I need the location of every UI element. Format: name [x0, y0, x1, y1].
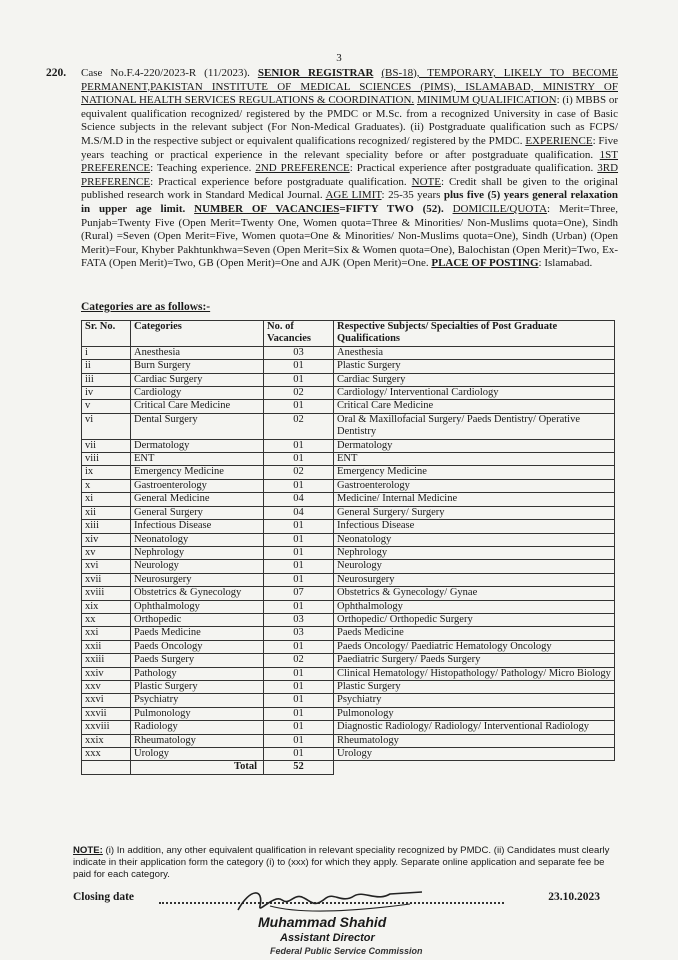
- cell-sr: xxvi: [82, 694, 131, 707]
- cell-subjects: Diagnostic Radiology/ Radiology/ Interventional Radiology: [334, 721, 615, 734]
- cell-subjects: Critical Care Medicine: [334, 400, 615, 413]
- cell-sr: i: [82, 346, 131, 359]
- signatory-title: Assistant Director: [280, 932, 375, 944]
- categories-table: [81, 320, 615, 775]
- cell-category: Plastic Surgery: [131, 680, 264, 693]
- cell-vacancies: 01: [264, 680, 334, 693]
- cell-subjects: Pulmonology: [334, 707, 615, 720]
- signatory-office: Federal Public Service Commission: [270, 946, 423, 956]
- cell-subjects: Gastroenterology: [334, 479, 615, 492]
- cell-category: Pathology: [131, 667, 264, 680]
- table-row: [82, 734, 615, 747]
- cell-vacancies: 01: [264, 400, 334, 413]
- cell-subjects: Urology: [334, 748, 615, 761]
- cell-vacancies: 01: [264, 479, 334, 492]
- cell-subjects: Plastic Surgery: [334, 680, 615, 693]
- cell-subjects: Plastic Surgery: [334, 360, 615, 373]
- cell-category: Psychiatry: [131, 694, 264, 707]
- cell-subjects: Infectious Disease: [334, 520, 615, 533]
- cell-category: Ophthalmology: [131, 600, 264, 613]
- table-row: [82, 640, 615, 653]
- total-value: 52: [264, 761, 334, 774]
- header-categories: Categories: [131, 321, 264, 347]
- signatory-name: Muhammad Shahid: [258, 914, 387, 930]
- cell-sr: xiii: [82, 520, 131, 533]
- cell-subjects: Cardiac Surgery: [334, 373, 615, 386]
- table-row: [82, 627, 615, 640]
- cell-category: Pulmonology: [131, 707, 264, 720]
- item-number: 220.: [46, 67, 67, 79]
- vacancies-label: NUMBER OF VACANCIES: [194, 202, 340, 215]
- cell-vacancies: 01: [264, 546, 334, 559]
- cell-category: Anesthesia: [131, 346, 264, 359]
- cell-subjects: Paediatric Surgery/ Paeds Surgery: [334, 654, 615, 667]
- table-row: [82, 694, 615, 707]
- table-row: [82, 479, 615, 492]
- table-body: [82, 346, 615, 774]
- cell-sr: viii: [82, 453, 131, 466]
- cell-category: Neurology: [131, 560, 264, 573]
- header-subjects: Respective Subjects/ Specialties of Post Graduate Qualifications: [334, 321, 615, 347]
- cell-sr: xiv: [82, 533, 131, 546]
- cell-subjects: Medicine/ Internal Medicine: [334, 493, 615, 506]
- cell-sr: xxv: [82, 680, 131, 693]
- cell-subjects: Neonatology: [334, 533, 615, 546]
- table-row: [82, 373, 615, 386]
- domicile-label: DOMICILE/QUOTA: [452, 202, 548, 215]
- note-label: NOTE: [411, 175, 441, 188]
- case-paragraph: [81, 67, 618, 271]
- table-row: [82, 573, 615, 586]
- domicile-text: : Merit=Three, Punjab=Twenty Five (Open Merit=Twenty One, Women quota=Three & Minorities/ Non-Muslims quota=One), Sindh (Rural) =Seven (Open Merit=Five, Women quota=One & Minorities/ Non-Muslims quota=One), Sindh (Urban) (Open Merit)=Four, Khyber Pakhtunkhwa=Seven (Open Merit=Six & Women quota=One), Balochistan (Open Merit)=Two, Ex-FATA (Open Merit)=Two, GB (Open Merit)=One and AJK (Open Merit)=One.: [81, 202, 618, 270]
- vacancies-text: =FIFTY TWO (52).: [339, 202, 444, 215]
- cell-sr: xxvii: [82, 707, 131, 720]
- total-spacer: [334, 761, 615, 774]
- table-row: [82, 613, 615, 626]
- table-row: [82, 587, 615, 600]
- table-header-row: [82, 321, 615, 347]
- cell-subjects: Neurosurgery: [334, 573, 615, 586]
- closing-date-label: Closing date: [73, 891, 135, 903]
- cell-vacancies: 01: [264, 453, 334, 466]
- age-limit-label: AGE LIMIT: [325, 189, 382, 202]
- table-row: [82, 413, 615, 439]
- total-label: Total: [131, 761, 264, 774]
- cell-sr: ii: [82, 360, 131, 373]
- table-row: [82, 533, 615, 546]
- cell-vacancies: 03: [264, 346, 334, 359]
- min-qualification-label: MINIMUM QUALIFICATION: [416, 94, 557, 107]
- total-spacer: [82, 761, 131, 774]
- age-limit-text: : 25-35 years: [381, 189, 441, 202]
- cell-sr: xxiv: [82, 667, 131, 680]
- cell-vacancies: 01: [264, 373, 334, 386]
- cell-category: Nephrology: [131, 546, 264, 559]
- closing-date: 23.10.2023: [548, 891, 600, 903]
- cell-subjects: Emergency Medicine: [334, 466, 615, 479]
- cell-sr: xxii: [82, 640, 131, 653]
- cell-subjects: ENT: [334, 453, 615, 466]
- cell-vacancies: 03: [264, 613, 334, 626]
- cell-category: Gastroenterology: [131, 479, 264, 492]
- cell-sr: ix: [82, 466, 131, 479]
- cell-category: Paeds Surgery: [131, 654, 264, 667]
- cell-sr: xx: [82, 613, 131, 626]
- cell-category: Rheumatology: [131, 734, 264, 747]
- cell-sr: xxiii: [82, 654, 131, 667]
- footnote-text: (i) In addition, any other equivalent qualification in relevant speciality recognized by PMDC. (ii) Candidates must clearly indicate in their application form the category (i) to (xxx) for which they apply. Separate online application and separate fee be paid for each category.: [73, 845, 610, 881]
- footnote-label: NOTE:: [73, 845, 103, 856]
- page-number: 3: [336, 52, 342, 64]
- cell-subjects: Oral & Maxillofacial Surgery/ Paeds Dentistry/ Operative Dentistry: [334, 413, 615, 439]
- cell-category: Obstetrics & Gynecology: [131, 587, 264, 600]
- table-row: [82, 387, 615, 400]
- cell-category: Neonatology: [131, 533, 264, 546]
- cell-category: Emergency Medicine: [131, 466, 264, 479]
- table-row: [82, 680, 615, 693]
- cell-vacancies: 01: [264, 439, 334, 452]
- cell-category: Radiology: [131, 721, 264, 734]
- note-text: : Credit shall be given to the original published research work in Standard Medical Journal.: [81, 175, 618, 202]
- cell-vacancies: 04: [264, 493, 334, 506]
- preference2-text: : Practical experience after postgraduate qualification.: [349, 162, 594, 175]
- cell-sr: xxviii: [82, 721, 131, 734]
- cell-subjects: Clinical Hematology/ Histopathology/ Pathology/ Micro Biology: [334, 667, 615, 680]
- cell-vacancies: 01: [264, 694, 334, 707]
- cell-sr: vii: [82, 439, 131, 452]
- cell-sr: xi: [82, 493, 131, 506]
- cell-sr: xxi: [82, 627, 131, 640]
- cell-vacancies: 01: [264, 667, 334, 680]
- cell-subjects: Cardiology/ Interventional Cardiology: [334, 387, 615, 400]
- cell-vacancies: 01: [264, 721, 334, 734]
- table-row: [82, 493, 615, 506]
- preference3-text: : Practical experience before postgraduate qualification.: [150, 175, 407, 188]
- cell-sr: xii: [82, 506, 131, 519]
- cell-subjects: Nephrology: [334, 546, 615, 559]
- cell-sr: xvi: [82, 560, 131, 573]
- table-row: [82, 600, 615, 613]
- cell-vacancies: 01: [264, 734, 334, 747]
- cell-sr: v: [82, 400, 131, 413]
- experience-label: EXPERIENCE: [525, 134, 593, 147]
- cell-category: General Medicine: [131, 493, 264, 506]
- cell-sr: x: [82, 479, 131, 492]
- cell-subjects: Rheumatology: [334, 734, 615, 747]
- case-number: Case No.F.4-220/2023-R (11/2023).: [81, 67, 250, 79]
- cell-category: Dermatology: [131, 439, 264, 452]
- cell-sr: xviii: [82, 587, 131, 600]
- cell-subjects: Psychiatry: [334, 694, 615, 707]
- table-row: [82, 400, 615, 413]
- cell-vacancies: 07: [264, 587, 334, 600]
- footnote: [73, 845, 618, 882]
- table-row: [82, 453, 615, 466]
- cell-category: Dental Surgery: [131, 413, 264, 439]
- cell-category: Infectious Disease: [131, 520, 264, 533]
- cell-category: Critical Care Medicine: [131, 400, 264, 413]
- cell-sr: vi: [82, 413, 131, 439]
- table-row: [82, 506, 615, 519]
- cell-category: Orthopedic: [131, 613, 264, 626]
- cell-vacancies: 04: [264, 506, 334, 519]
- cell-subjects: Obstetrics & Gynecology/ Gynae: [334, 587, 615, 600]
- cell-sr: xv: [82, 546, 131, 559]
- cell-vacancies: 02: [264, 466, 334, 479]
- cell-vacancies: 01: [264, 533, 334, 546]
- table-row: [82, 560, 615, 573]
- table-row: [82, 654, 615, 667]
- cell-vacancies: 01: [264, 560, 334, 573]
- cell-sr: xxx: [82, 748, 131, 761]
- cell-category: Cardiology: [131, 387, 264, 400]
- cell-vacancies: 02: [264, 654, 334, 667]
- cell-category: General Surgery: [131, 506, 264, 519]
- preference1-label: 1ST PREFERENCE: [81, 148, 619, 175]
- cell-category: Cardiac Surgery: [131, 373, 264, 386]
- table-row: [82, 439, 615, 452]
- experience-text: : Five years teaching or practical experience in the relevant speciality before or after postgraduate qualification.: [81, 134, 618, 161]
- post-title: SENIOR REGISTRAR: [257, 67, 374, 79]
- cell-subjects: Paeds Medicine: [334, 627, 615, 640]
- posting-text: : Islamabad.: [538, 257, 593, 270]
- cell-category: Paeds Oncology: [131, 640, 264, 653]
- table-row: [82, 546, 615, 559]
- cell-vacancies: 01: [264, 520, 334, 533]
- cell-vacancies: 01: [264, 748, 334, 761]
- cell-subjects: Ophthalmology: [334, 600, 615, 613]
- preference1-text: : Teaching experience.: [150, 162, 252, 175]
- table-row: [82, 748, 615, 761]
- cell-vacancies: 01: [264, 573, 334, 586]
- cell-vacancies: 03: [264, 627, 334, 640]
- cell-vacancies: 01: [264, 600, 334, 613]
- cell-vacancies: 01: [264, 360, 334, 373]
- cell-category: Paeds Medicine: [131, 627, 264, 640]
- cell-sr: xix: [82, 600, 131, 613]
- cell-sr: iii: [82, 373, 131, 386]
- header-sr: Sr. No.: [82, 321, 131, 347]
- cell-vacancies: 01: [264, 640, 334, 653]
- posting-label: PLACE OF POSTING: [431, 257, 539, 270]
- table-row: [82, 520, 615, 533]
- cell-subjects: Neurology: [334, 560, 615, 573]
- cell-sr: xxix: [82, 734, 131, 747]
- cell-subjects: Paeds Oncology/ Paediatric Hematology Oncology: [334, 640, 615, 653]
- table-row: [82, 667, 615, 680]
- cell-vacancies: 01: [264, 707, 334, 720]
- cell-subjects: Orthopedic/ Orthopedic Surgery: [334, 613, 615, 626]
- table-row: [82, 346, 615, 359]
- cell-vacancies: 02: [264, 413, 334, 439]
- table-row: [82, 466, 615, 479]
- cell-vacancies: 02: [264, 387, 334, 400]
- cell-subjects: Dermatology: [334, 439, 615, 452]
- preference2-label: 2ND PREFERENCE: [255, 162, 350, 175]
- cell-category: ENT: [131, 453, 264, 466]
- age-relaxation: plus five (5) years general relaxation in upper age limit.: [81, 189, 618, 215]
- table-row: [82, 360, 615, 373]
- cell-subjects: Anesthesia: [334, 346, 615, 359]
- cell-category: Urology: [131, 748, 264, 761]
- cell-subjects: General Surgery/ Surgery: [334, 506, 615, 519]
- cell-category: Burn Surgery: [131, 360, 264, 373]
- cell-sr: iv: [82, 387, 131, 400]
- preference3-label: 3RD PREFERENCE: [81, 162, 619, 188]
- post-details: (BS-18), TEMPORARY, LIKELY TO BECOME PERMANENT,PAKISTAN INSTITUTE OF MEDICAL SCIENCES (PIMS), ISLAMABAD, MINISTRY OF NATIONAL HEALTH SERVICES REGULATIONS & COORDINATION.: [81, 67, 618, 107]
- total-row: [82, 761, 615, 774]
- table-row: [82, 707, 615, 720]
- categories-heading: Categories are as follows:-: [81, 301, 211, 313]
- table-row: [82, 721, 615, 734]
- cell-sr: xvii: [82, 573, 131, 586]
- header-vacancies: No. of Vacancies: [264, 321, 334, 347]
- min-qualification-text: : (i) MBBS or equivalent qualification recognized/ registered by the PMDC or M.Sc. from a recognized University in case of Basic Science subjects in the relevant subject (For Non-Medical Graduates). (ii) Postgraduate qualification such as FCPS/ M.S/M.D in the respective subject or equivalent qualifications recognized/ registered by the PMDC.: [81, 94, 619, 147]
- cell-category: Neurosurgery: [131, 573, 264, 586]
